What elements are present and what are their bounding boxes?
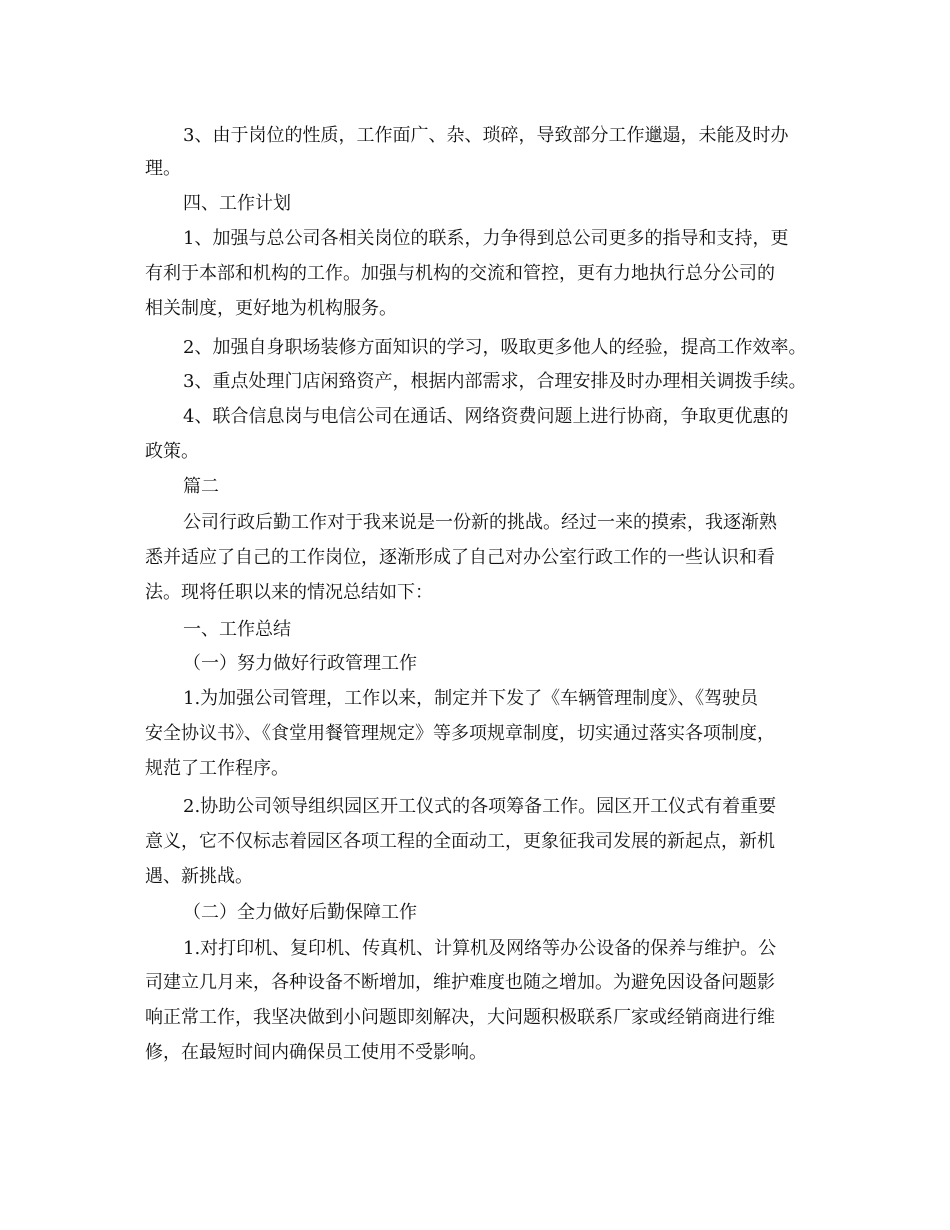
- text-line: 1、加强与总公司各相关岗位的联系，力争得到总公司更多的指导和支持，更: [183, 228, 789, 249]
- text-line: 安全协议书》、《食堂用餐管理规定》等多项规章制度，切实通过落实各项制度，: [145, 723, 775, 744]
- text-line: 响正常工作，我坚决做到小问题即刻解决，大问题积极联系厂家或经销商进行维: [145, 1007, 775, 1028]
- text-line: 2、加强自身职场装修方面知识的学习，吸取更多他人的经验，提高工作效率。: [183, 337, 807, 358]
- text-line: 规范了工作程序。: [145, 758, 289, 779]
- text-line: 政策。: [145, 441, 199, 462]
- subsection-heading: （一）努力做好行政管理工作: [183, 653, 417, 674]
- text-line: 意义，它不仅标志着园区各项工程的全面动工，更象征我司发展的新起点，新机: [145, 831, 775, 852]
- section-heading: 四、工作计划: [183, 193, 291, 214]
- text-line: 遇、新挑战。: [145, 866, 253, 887]
- text-line: 理。: [145, 158, 181, 179]
- text-line: 公司行政后勤工作对于我来说是一份新的挑战。经过一来的摸索，我逐渐熟: [183, 512, 777, 533]
- text-line: 相关制度，更好地为机构服务。: [145, 298, 397, 319]
- text-line: 悉并适应了自己的工作岗位，逐渐形成了自己对办公室行政工作的一些认识和看: [145, 547, 775, 568]
- text-line: 有利于本部和机构的工作。加强与机构的交流和管控，更有力地执行总分公司的: [145, 263, 775, 284]
- text-line: 3、由于岗位的性质，工作面广、杂、琐碎，导致部分工作邋遢，未能及时办: [183, 125, 789, 146]
- text-line: 2.协助公司领导组织园区开工仪式的各项筹备工作。园区开工仪式有着重要: [183, 796, 777, 817]
- text-line: 修，在最短时间内确保员工使用不受影响。: [145, 1042, 487, 1063]
- section-heading: 篇二: [183, 476, 219, 497]
- subsection-heading: （二）全力做好后勤保障工作: [183, 902, 417, 923]
- text-line: 1.为加强公司管理，工作以来，制定并下发了《车辆管理制度》、《驾驶员: [183, 688, 759, 709]
- text-line: 4、联合信息岗与电信公司在通话、网络资费问题上进行协商，争取更优惠的: [183, 406, 789, 427]
- section-heading: 一、工作总结: [183, 619, 291, 640]
- text-line: 法。现将任职以来的情况总结如下：: [145, 582, 433, 603]
- text-line: 司建立几月来，各种设备不断增加，维护难度也随之增加。为避免因设备问题影: [145, 972, 775, 993]
- text-line: 3、重点处理门店闲臵资产，根据内部需求，合理安排及时办理相关调拨手续。: [183, 371, 807, 392]
- text-line: 1.对打印机、复印机、传真机、计算机及网络等办公设备的保养与维护。公: [183, 938, 777, 959]
